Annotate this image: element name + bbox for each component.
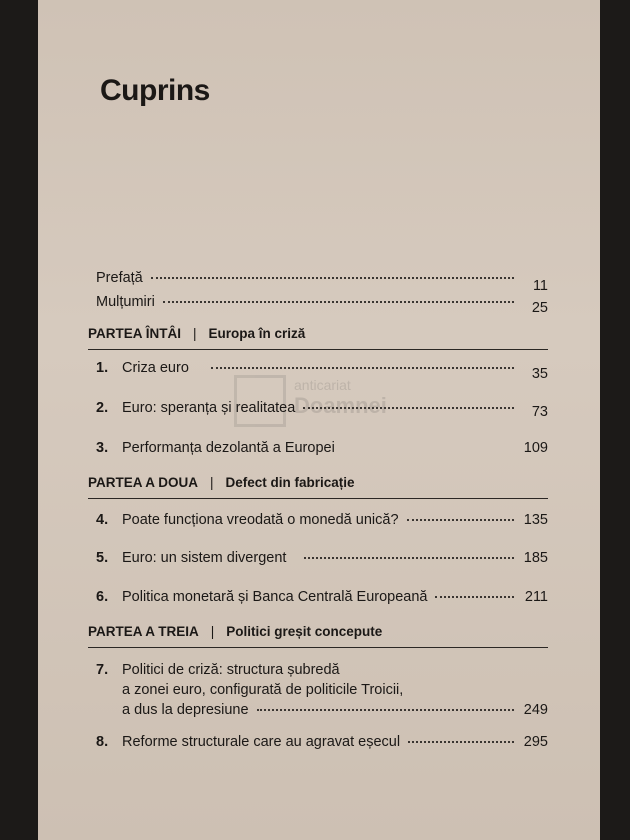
part-heading-2 (88, 475, 548, 490)
watermark-line2: Doamnei (294, 393, 387, 418)
entry-number: 1. (96, 360, 109, 376)
leader-dots (211, 367, 514, 369)
part-name: Politici greșit concepute (226, 624, 383, 639)
part-rule (88, 647, 548, 648)
entry-label: Mulțumiri (96, 294, 155, 310)
toc-entry-chapter-6 (96, 587, 548, 607)
entry-page: 11 (532, 278, 548, 294)
entry-page: 295 (523, 734, 548, 750)
entry-label: Prefață (96, 270, 143, 286)
entry-number: 4. (96, 512, 109, 528)
part-name: Europa în criză (208, 326, 306, 341)
entry-number: 2. (96, 400, 109, 416)
leader-dots (408, 741, 514, 743)
entry-label-line-3: a dus la depresiune (122, 702, 249, 718)
entry-page: 109 (523, 440, 548, 456)
entry-label-line-2: a zonei euro, configurată de politicile Troicii, (122, 682, 404, 698)
entry-label: Reforme structurale care au agravat eșecul (122, 734, 401, 750)
entry-page: 73 (531, 404, 548, 420)
toc-entry-chapter-2 (96, 398, 548, 418)
entry-page: 185 (523, 550, 548, 566)
part-rule (88, 498, 548, 499)
leader-dots (303, 407, 514, 409)
part-separator: | (210, 475, 214, 490)
entry-number: 3. (96, 440, 109, 456)
leader-dots (435, 596, 514, 598)
toc-entry-chapter-7 (96, 660, 548, 720)
entry-number: 6. (96, 589, 109, 605)
part-separator: | (193, 326, 197, 341)
leader-dots (304, 557, 514, 559)
page-title: Cuprins (100, 74, 210, 107)
entry-label: Poate funcționa vreodată o monedă unică? (122, 512, 399, 528)
entry-page: 249 (523, 702, 548, 718)
entry-label: Euro: speranța și realitatea (122, 400, 296, 416)
part-rule (88, 349, 548, 350)
part-name: Defect din fabricație (225, 475, 355, 490)
part-separator: | (210, 624, 215, 639)
toc-entry-multumiri (96, 292, 548, 316)
entry-label: Performanța dezolantă a Europei (122, 440, 335, 456)
watermark-line1: anticariat (294, 377, 351, 393)
part-label: PARTEA A DOUA (88, 475, 198, 490)
toc-entry-chapter-3 (96, 438, 548, 458)
book-page (38, 0, 600, 840)
leader-dots (257, 709, 514, 711)
toc-entry-chapter-1 (96, 358, 548, 382)
entry-number: 7. (96, 662, 109, 678)
toc-entry-chapter-5 (96, 548, 548, 568)
part-label: PARTEA A TREIA (88, 624, 199, 639)
entry-label: Criza euro (122, 360, 189, 376)
part-heading-1 (88, 326, 548, 341)
entry-page: 35 (531, 366, 548, 382)
toc-entry-prefata (96, 268, 548, 294)
entry-label-line-1: Politici de criză: structura șubredă (122, 662, 340, 678)
toc-entry-chapter-4 (96, 510, 548, 530)
entry-page: 25 (531, 300, 548, 316)
part-label: PARTEA ÎNTÂI (88, 326, 181, 341)
entry-page: 135 (523, 512, 548, 528)
entry-page: 211 (524, 589, 548, 605)
part-heading-3 (88, 624, 548, 639)
entry-label: Politica monetară și Banca Centrală Europeană (122, 589, 428, 605)
leader-dots (407, 519, 514, 521)
entry-number: 8. (96, 734, 109, 750)
entry-number: 5. (96, 550, 109, 566)
toc-entry-chapter-8 (96, 732, 548, 752)
entry-label: Euro: un sistem divergent (122, 550, 287, 566)
leader-dots (151, 277, 514, 279)
leader-dots (163, 301, 514, 303)
